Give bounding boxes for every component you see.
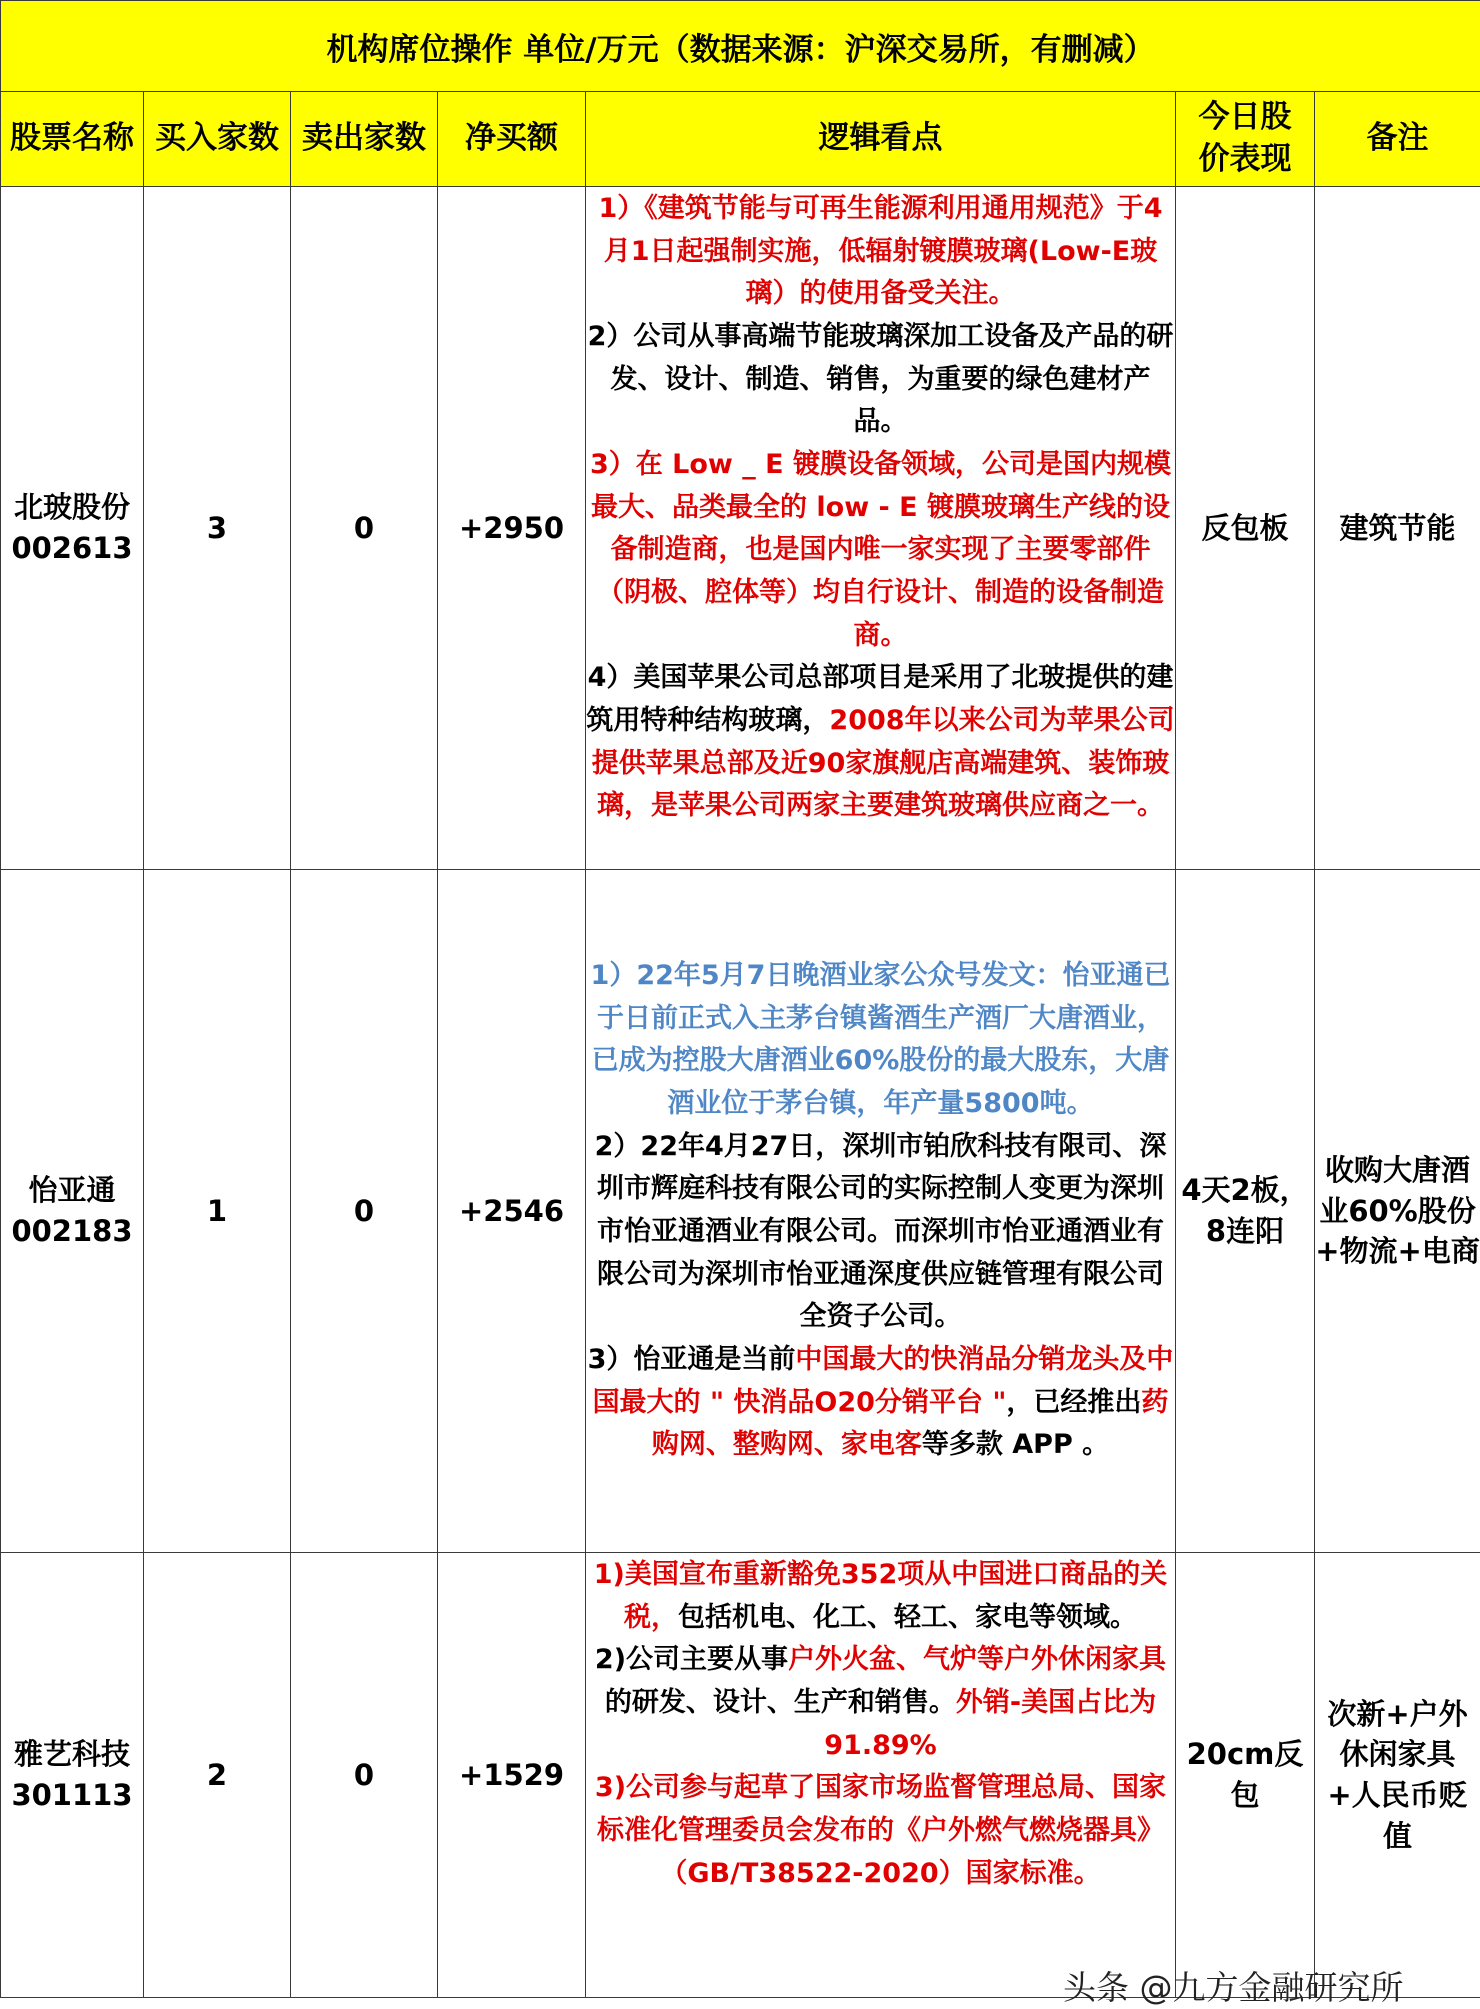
logic-point-2c: 的研发、设计、生产和销售。 xyxy=(605,1687,956,1718)
logic-point-3b: 中国最大的快消品分销龙头及中国最大的 " 快消品O20分销平台 " xyxy=(593,1344,1174,1418)
stock-code: 301113 xyxy=(11,1778,132,1812)
header-sell-count: 卖出家数 xyxy=(291,92,438,187)
stock-name: 怡亚通 xyxy=(28,1173,115,1207)
logic-point-3: 3)公司参与起草了国家市场监督管理总局、国家标准化管理委员会发布的《户外燃气燃烧器具》（GB/T38522-2020）国家标准。 xyxy=(586,1767,1175,1895)
header-perf-line-2: 价表现 xyxy=(1199,141,1292,177)
stock-name: 雅艺科技 xyxy=(14,1737,130,1771)
table-row xyxy=(1,870,1480,1553)
table-row xyxy=(1,1553,1480,1998)
note: 次新+户外休闲家具+人民币贬值 xyxy=(1315,1553,1480,1998)
watermark: 头条 @九方金融研究所 xyxy=(1063,1962,1404,2009)
logic-point-2: 2）22年4月27日，深圳市铂欣科技有限司、深圳市辉庭科技有限公司的实际控制人变更为深圳市怡亚通酒业有限公司。而深圳市怡亚通酒业有限公司为深圳市怡亚通深度供应链管理有限公司全资子公司。 xyxy=(586,1126,1175,1339)
table-row xyxy=(1,187,1480,870)
logic-cell xyxy=(586,1553,1176,1998)
sell-count: 0 xyxy=(291,870,438,1553)
header-stock-name: 股票名称 xyxy=(1,92,144,187)
logic-point-3d: 药购网、整购网、家电客 xyxy=(652,1387,1169,1461)
buy-count: 1 xyxy=(144,870,291,1553)
logic-point-1: 1）《建筑节能与可再生能源利用通用规范》于4月1日起强制实施，低辐射镀膜玻璃(Low-E玻璃）的使用备受关注。 xyxy=(586,188,1175,316)
logic-cell xyxy=(586,187,1176,870)
note: 建筑节能 xyxy=(1315,187,1480,870)
logic-point-2b: 户外火盆、气炉等户外休闲家具 xyxy=(788,1644,1166,1675)
buy-count: 2 xyxy=(144,1553,291,1998)
net-buy: +1529 xyxy=(438,1553,586,1998)
logic-point-4b: 2008年以来公司为苹果公司提供苹果总部及近90家旗舰店高端建筑、装饰玻璃，是苹果公司两家主要建筑玻璃供应商之一。 xyxy=(592,705,1175,821)
stock-code: 002183 xyxy=(11,1214,132,1248)
note: 收购大唐酒业60%股份+物流+电商 xyxy=(1315,870,1480,1553)
buy-count: 3 xyxy=(144,187,291,870)
header-logic: 逻辑看点 xyxy=(586,92,1176,187)
stock-name: 北玻股份 xyxy=(14,490,130,524)
logic-cell xyxy=(586,870,1176,1553)
header-price-performance xyxy=(1176,92,1315,187)
stock-name-cell xyxy=(1,187,144,870)
header-note: 备注 xyxy=(1315,92,1480,187)
logic-point-1b: 包括机电、化工、轻工、家电等领域。 xyxy=(678,1602,1137,1633)
table-title: 机构席位操作 单位/万元（数据来源：沪深交易所，有删减） xyxy=(1,1,1480,92)
sell-count: 0 xyxy=(291,1553,438,1998)
header-buy-count: 买入家数 xyxy=(144,92,291,187)
logic-point-3a: 3）怡亚通是当前 xyxy=(588,1344,796,1375)
price-performance: 20cm反包 xyxy=(1176,1553,1315,1998)
logic-point-3c: ，已经推出 xyxy=(1006,1387,1141,1418)
price-performance: 反包板 xyxy=(1176,187,1315,870)
logic-point-3: 3）在 Low _ E 镀膜设备领域，公司是国内规模最大、品类最全的 low - E 镀膜玻璃生产线的设备制造商，也是国内唯一家实现了主要零部件（阴极、腔体等）均自行设计、制造的设备制造商。 xyxy=(586,444,1175,657)
header-perf-line-1: 今日股 xyxy=(1199,99,1292,135)
stock-code: 002613 xyxy=(11,531,132,565)
logic-point-1: 1）22年5月7日晚酒业家公众号发文：怡亚通已于日前正式入主茅台镇酱酒生产酒厂大唐酒业，已成为控股大唐酒业60%股份的最大股东，大唐酒业位于茅台镇，年产量5800吨。 xyxy=(586,955,1175,1126)
price-performance: 4天2板，8连阳 xyxy=(1176,870,1315,1553)
header-net-buy: 净买额 xyxy=(438,92,586,187)
logic-point-4a: 4）美国苹果公司总部项目是采用了北玻提供的建筑用特种结构玻璃， xyxy=(586,662,1173,736)
net-buy: +2950 xyxy=(438,187,586,870)
sell-count: 0 xyxy=(291,187,438,870)
stock-name-cell xyxy=(1,870,144,1553)
logic-point-3e: 等多款 APP 。 xyxy=(922,1429,1109,1460)
logic-point-2a: 2)公司主要从事 xyxy=(595,1644,788,1675)
net-buy: +2546 xyxy=(438,870,586,1553)
logic-point-2: 2）公司从事高端节能玻璃深加工设备及产品的研发、设计、制造、销售，为重要的绿色建材产品。 xyxy=(586,316,1175,444)
stock-name-cell xyxy=(1,1553,144,1998)
logic-point-2d: 外销-美国占比为91.89% xyxy=(824,1687,1156,1761)
logic-point-1a: 1)美国宣布重新豁免352项从中国进口商品的关税， xyxy=(594,1559,1168,1633)
